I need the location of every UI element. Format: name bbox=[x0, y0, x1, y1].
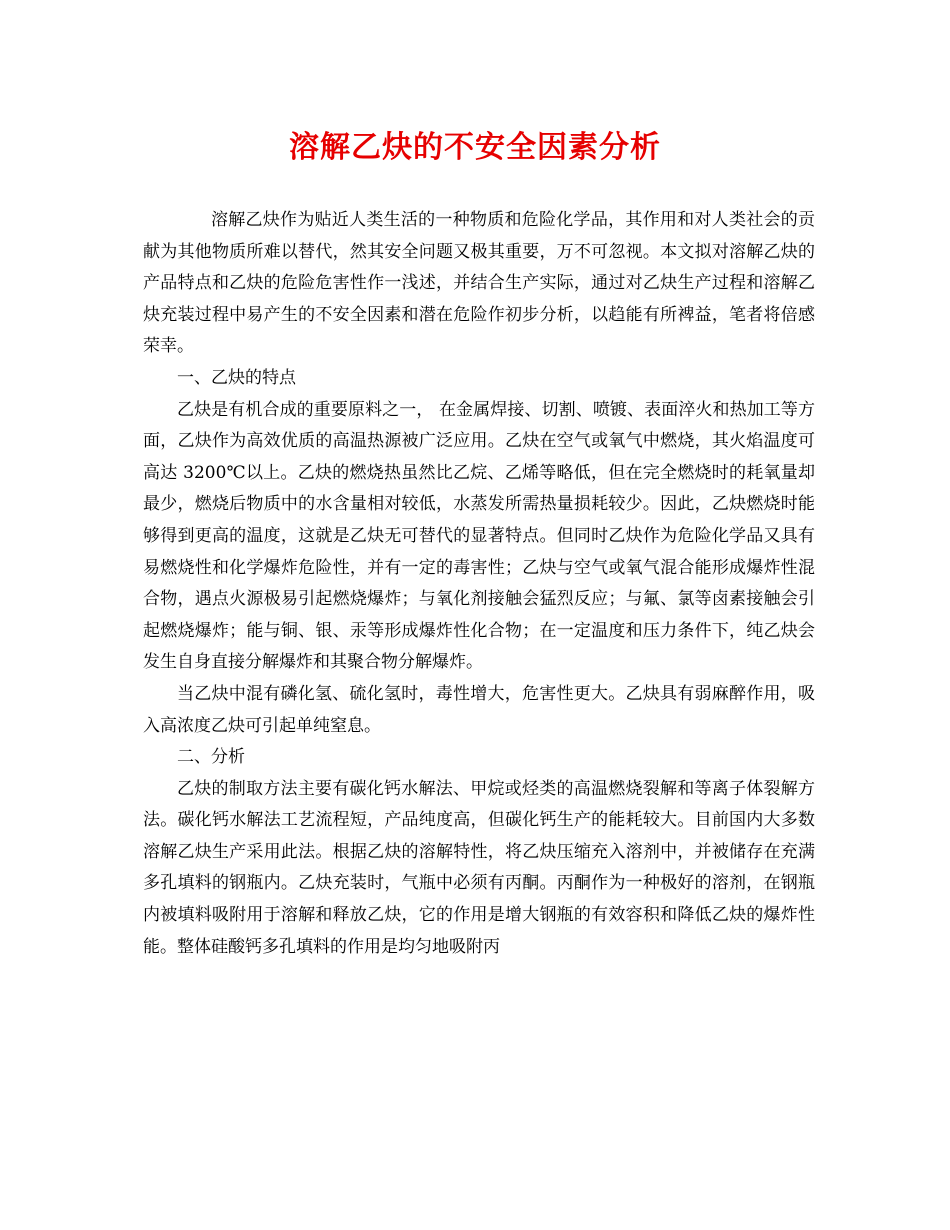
characteristics-paragraph-2: 当乙炔中混有磷化氢、硫化氢时，毒性增大，危害性更大。乙炔具有弱麻醉作用，吸入高浓度乙炔可引起单纯窒息。 bbox=[143, 683, 815, 736]
characteristics-paragraph-1: 乙炔是有机合成的重要原料之一， 在金属焊接、切割、喷镀、表面淬火和热加工等方面，乙炔作为高效优质的高温热源被广泛应用。乙炔在空气或氧气中燃烧，其火焰温度可高达 3200℃以上。乙炔的燃烧热虽然比乙烷、乙烯等略低，但在完全燃烧时的耗氧量却最少，燃烧后物质中的水含量相对较低，水蒸发所需热量损耗较少。因此，乙炔燃烧时能够得到更高的温度，这就是乙炔无可替代的显著特点。但同时乙炔作为危险化学品又具有易燃烧性和化学爆炸危险性，并有一定的毒害性；乙炔与空气或氧气混合能形成爆炸性混合物，遇点火源极易引起燃烧爆炸；与氧化剂接触会猛烈反应；与氟、氯等卤素接触会引起燃烧爆炸；能与铜、银、汞等形成爆炸性化合物；在一定温度和压力条件下，纯乙炔会发生自身直接分解爆炸和其聚合物分解爆炸。 bbox=[143, 399, 815, 673]
section-heading-analysis: 二、分析 bbox=[177, 747, 245, 768]
document-body bbox=[143, 205, 815, 963]
document-title: 溶解乙炔的不安全因素分析 bbox=[289, 130, 661, 165]
intro-paragraph: 溶解乙炔作为贴近人类生活的一种物质和危险化学品，其作用和对人类社会的贡献为其他物质所难以替代，然其安全问题又极其重要，万不可忽视。本文拟对溶解乙炔的产品特点和乙炔的危险危害性作一浅述，并结合生产实际，通过对乙炔生产过程和溶解乙炔充装过程中易产生的不安全因素和潜在危险作初步分析，以趋能有所裨益，笔者将倍感荣幸。 bbox=[143, 210, 815, 357]
analysis-paragraph-1: 乙炔的制取方法主要有碳化钙水解法、甲烷或烃类的高温燃烧裂解和等离子体裂解方法。碳化钙水解法工艺流程短，产品纯度高，但碳化钙生产的能耗较大。目前国内大多数溶解乙炔生产采用此法。根据乙炔的溶解特性，将乙炔压缩充入溶剂中，并被储存在充满多孔填料的钢瓶内。乙炔充装时，气瓶中必须有丙酮。丙酮作为一种极好的溶剂，在钢瓶内被填料吸附用于溶解和释放乙炔，它的作用是增大钢瓶的有效容积和降低乙炔的爆炸性能。整体硅酸钙多孔填料的作用是均匀地吸附丙 bbox=[143, 778, 815, 957]
section-heading-characteristics: 一、乙炔的特点 bbox=[177, 367, 296, 388]
